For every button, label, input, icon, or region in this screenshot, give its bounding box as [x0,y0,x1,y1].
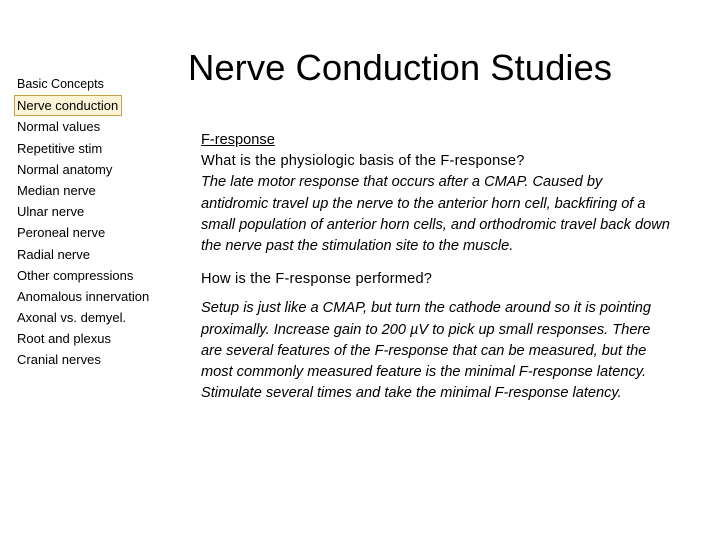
answer-2: Setup is just like a CMAP, but turn the cathode around so it is pointing proximally. Increase gain to 200 µV to pick up small responses. There are several features of the F-response that can be measured, but the most commonly measured feature is the minimal F-response latency. Stimulate several times and take the minimal F-response latency. [201,300,651,402]
sidebar-item-normal-values[interactable]: Normal values [17,119,101,135]
sidebar-item-ulnar-nerve[interactable]: Ulnar nerve [17,204,85,220]
sidebar-item-nerve-conduction-wrap [14,95,174,116]
sidebar-item-cranial-nerves[interactable]: Cranial nerves [17,352,101,368]
sidebar-item-median-nerve[interactable]: Median nerve [17,182,96,198]
sidebar-item-nerve-conduction[interactable]: Nerve conduction [14,95,122,116]
sidebar-item-other-compressions[interactable]: Other compressions [17,267,134,283]
question-2: How is the F-response performed? [201,271,433,288]
sidebar-nav [14,74,174,371]
sidebar-item-repetitive-stim[interactable]: Repetitive stim [17,140,103,156]
question-1: What is the physiologic basis of the F-response? [201,153,525,170]
answer-1: The late motor response that occurs after a CMAP. Caused by antidromic travel up the nerve to the anterior horn cell, backfiring of a small population of anterior horn cells, and orthodromic travel back down the nerve past the stimulation site to the muscle. [201,174,670,255]
sidebar-item-peroneal-nerve[interactable]: Peroneal nerve [17,225,106,241]
section-heading: F-response [201,132,275,148]
sidebar-item-anomalous-innervation[interactable]: Anomalous innervation [17,288,150,304]
sidebar-item-normal-anatomy[interactable]: Normal anatomy [17,161,113,177]
sidebar-item-axonal-vs-demyel[interactable]: Axonal vs. demyel. [17,310,127,326]
page-title: Nerve Conduction Studies [188,47,613,88]
sidebar-item-root-and-plexus[interactable]: Root and plexus [17,331,111,347]
slide-content [201,130,671,404]
sidebar-item-radial-nerve[interactable]: Radial nerve [17,246,90,262]
sidebar-item-basic-concepts[interactable]: Basic Concepts [17,77,104,91]
